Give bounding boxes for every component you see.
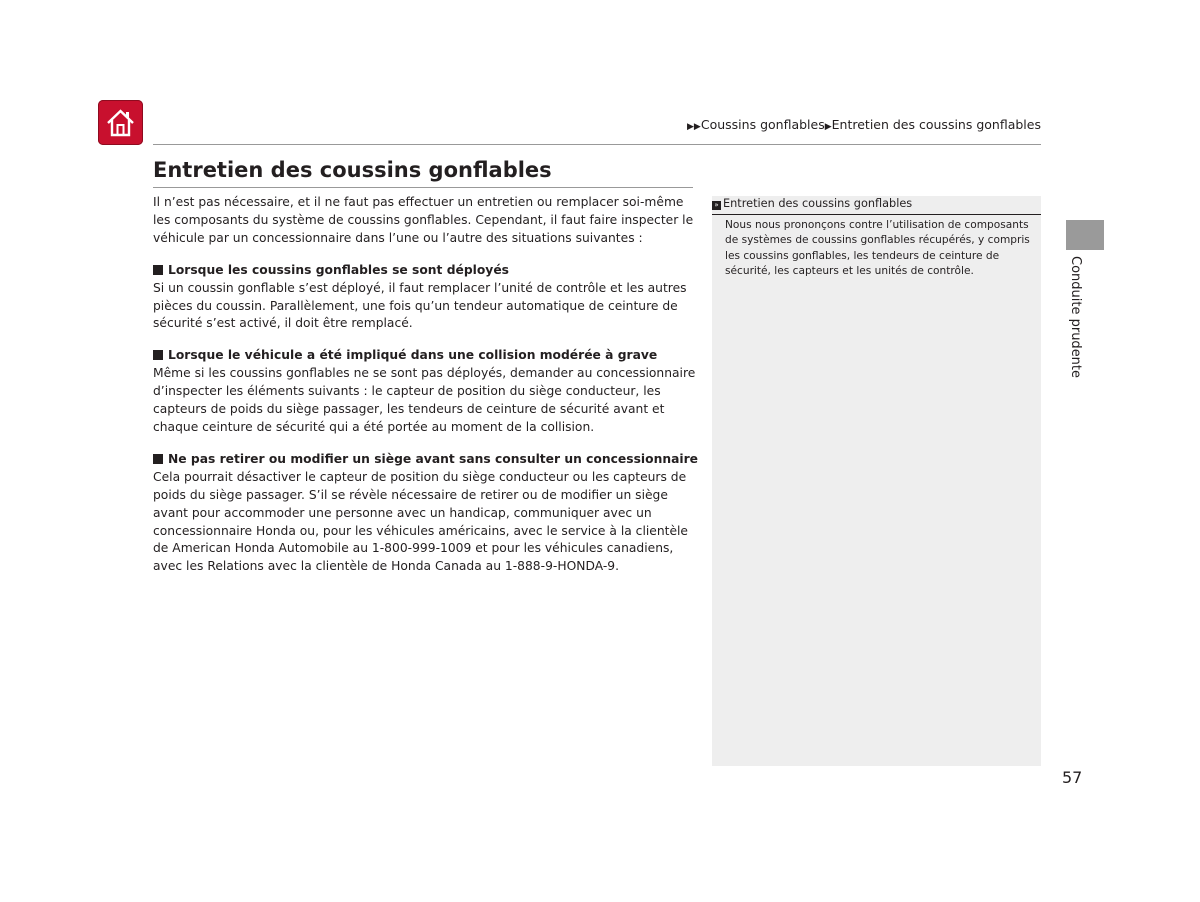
double-chevron-icon: » xyxy=(712,201,721,210)
title-divider xyxy=(153,187,693,188)
sidebar-note: Nous nous prononçons contre l’utilisation de composants de systèmes de coussins gonflables récupérés, y compris les coussins gonflables, les tendeurs de ceinture de sécurité, les capteurs et les unités de contrôle. xyxy=(725,219,1030,278)
section-collision xyxy=(153,347,698,437)
breadcrumb-current: Entretien des coussins gonflables xyxy=(831,117,1041,132)
section-body: Cela pourrait désactiver le capteur de position du siège conducteur ou les capteurs de poids du siège passager. S’il se révèle nécessaire de retirer ou de modifier un siège avant pour accommoder une personne avec un handicap, communiquer avec un concessionnaire Honda ou, pour les véhicules américains, avec le service à la clientèle de American Honda Automobile au 1-800-999-1009 et pour les véhicules canadiens, avec les Relations avec la clientèle de Honda Canada au 1-888-9-HONDA-9. xyxy=(153,469,688,574)
section-heading: Lorsque les coussins gonflables se sont déployés xyxy=(153,262,698,280)
breadcrumb-link-coussins[interactable]: Coussins gonflables xyxy=(700,117,825,132)
black-square-icon xyxy=(153,454,163,464)
header-divider xyxy=(153,144,1041,145)
black-square-icon xyxy=(153,350,163,360)
section-heading: Lorsque le véhicule a été impliqué dans une collision modérée à grave xyxy=(153,347,698,365)
main-content xyxy=(153,194,698,590)
section-seat xyxy=(153,451,698,576)
sidebar-panel xyxy=(712,196,1041,766)
section-tab-marker[interactable] xyxy=(1066,220,1104,250)
page-title: Entretien des coussins gonflables xyxy=(153,158,552,182)
section-body: Si un coussin gonflable s’est déployé, il faut remplacer l’unité de contrôle et les autres pièces du coussin. Parallèlement, une fois qu’un tendeur automatique de ceinture de sécurité s’est activé, il doit être remplacé. xyxy=(153,280,687,331)
home-button[interactable] xyxy=(98,100,143,145)
section-heading: Ne pas retirer ou modifier un siège avant sans consulter un concessionnaire xyxy=(153,451,698,469)
section-deployed xyxy=(153,262,698,334)
section-body: Même si les coussins gonflables ne se sont pas déployés, demander au concessionnaire d’inspecter les éléments suivants : le capteur de position du siège conducteur, les capteurs de poids du siège passager, les tendeurs de ceinture de sécurité avant et chaque ceinture de sécurité qui a été portée au moment de la collision. xyxy=(153,366,696,434)
section-tab-label[interactable]: Conduite prudente xyxy=(1068,256,1083,379)
page-number: 57 xyxy=(1062,768,1083,787)
home-icon xyxy=(104,106,137,139)
breadcrumb xyxy=(687,117,1041,132)
sidebar-heading: » Entretien des coussins gonflables xyxy=(712,196,1041,215)
triangle-right-icon: ▶▶ xyxy=(687,122,701,132)
black-square-icon xyxy=(153,265,163,275)
intro-paragraph: Il n’est pas nécessaire, et il ne faut pas effectuer un entretien ou remplacer soi-même les composants du système de coussins gonflables. Cependant, il faut faire inspecter le véhicule par un concessionnaire dans l’une ou l’autre des situations suivantes : xyxy=(153,195,694,245)
triangle-right-icon: ▶ xyxy=(824,122,832,132)
